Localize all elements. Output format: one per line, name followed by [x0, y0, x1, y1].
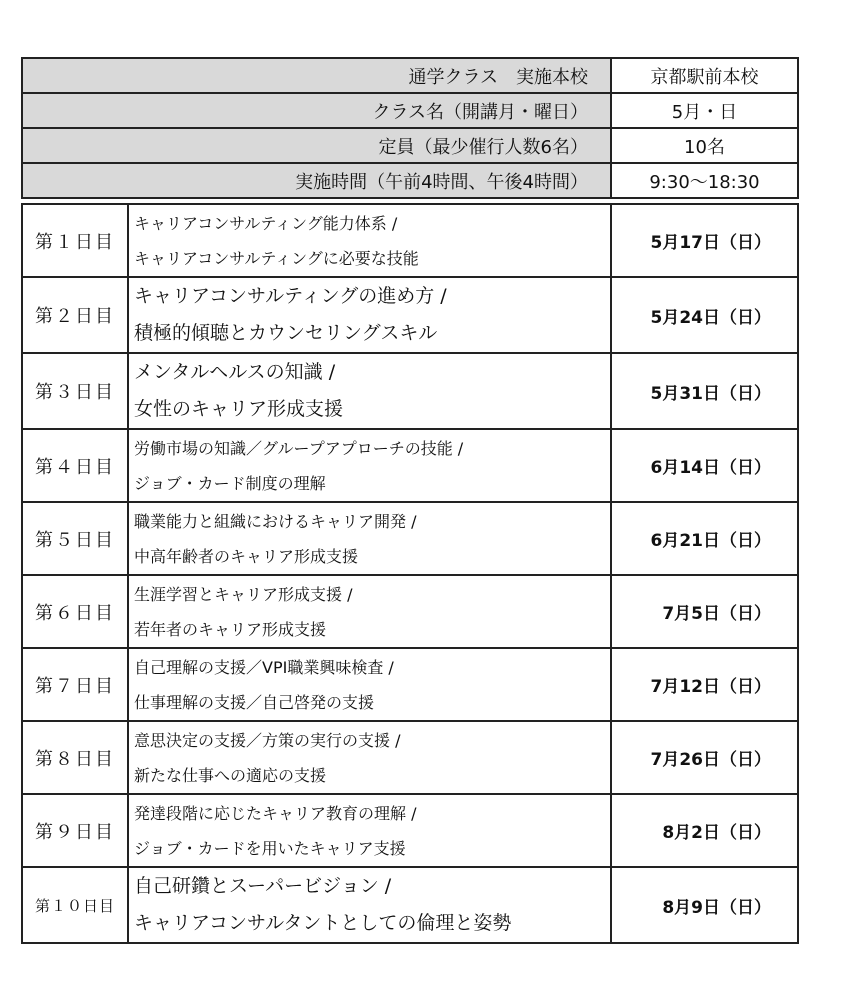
table-row — [22, 648, 798, 721]
header-label: 実施時間（午前4時間、午後4時間） — [22, 163, 611, 198]
topic-line: キャリアコンサルタントとしての倫理と姿勢 — [134, 912, 512, 934]
day-number: 第８日目 — [22, 721, 128, 794]
header-value: 10名 — [611, 128, 798, 163]
table-row — [22, 794, 798, 867]
session-date: 7月5日（日） — [611, 575, 798, 648]
topic-line: キャリアコンサルティングに必要な技能 — [134, 248, 419, 268]
topic-cell — [128, 429, 611, 502]
schedule-sheet — [21, 57, 797, 944]
topic-line: 生涯学習とキャリア形成支援 / — [134, 584, 353, 604]
topic-cell — [128, 648, 611, 721]
topic-line: メンタルヘルスの知識 / — [134, 361, 336, 383]
topic-line: キャリアコンサルティング能力体系 / — [134, 213, 398, 233]
session-date: 8月9日（日） — [611, 867, 798, 943]
day-number: 第５日目 — [22, 502, 128, 575]
day-number: 第９日目 — [22, 794, 128, 867]
topic-cell — [128, 204, 611, 277]
topic-line: 意思決定の支援／方策の実行の支援 / — [134, 730, 401, 750]
session-date: 5月24日（日） — [611, 277, 798, 353]
table-row — [22, 353, 798, 429]
topic-line: 職業能力と組織におけるキャリア開発 / — [134, 511, 417, 531]
topic-line: 自己研鑽とスーパービジョン / — [134, 875, 392, 897]
header-row-class — [22, 93, 798, 128]
session-date: 7月26日（日） — [611, 721, 798, 794]
topic-line: ジョブ・カードを用いたキャリア支援 — [134, 838, 406, 858]
table-row — [22, 277, 798, 353]
table-row — [22, 721, 798, 794]
header-value: 9:30～18:30 — [611, 163, 798, 198]
topic-line: キャリアコンサルティングの進め方 / — [134, 285, 447, 307]
table-row — [22, 204, 798, 277]
topic-cell — [128, 794, 611, 867]
table-row — [22, 502, 798, 575]
header-label: 定員（最少催行人数6名） — [22, 128, 611, 163]
schedule-table — [21, 57, 799, 944]
day-number: 第３日目 — [22, 353, 128, 429]
topic-cell — [128, 867, 611, 943]
session-date: 5月17日（日） — [611, 204, 798, 277]
topic-line: 新たな仕事への適応の支援 — [134, 765, 327, 785]
header-row-school — [22, 58, 798, 93]
session-date: 6月14日（日） — [611, 429, 798, 502]
topic-line: 女性のキャリア形成支援 — [134, 398, 344, 420]
session-date: 8月2日（日） — [611, 794, 798, 867]
topic-line: 仕事理解の支援／自己啓発の支援 — [134, 692, 375, 712]
day-number: 第６日目 — [22, 575, 128, 648]
header-value: 5月・日 — [611, 93, 798, 128]
table-row — [22, 867, 798, 943]
topic-line: 積極的傾聴とカウンセリングスキル — [134, 322, 438, 344]
topic-cell — [128, 502, 611, 575]
day-number: 第２日目 — [22, 277, 128, 353]
topic-line: 発達段階に応じたキャリア教育の理解 / — [134, 803, 417, 823]
table-row — [22, 575, 798, 648]
topic-line: ジョブ・カード制度の理解 — [134, 473, 326, 493]
header-label: 通学クラス 実施本校 — [22, 58, 611, 93]
day-number: 第１０日目 — [22, 867, 128, 943]
header-value: 京都駅前本校 — [611, 58, 798, 93]
topic-cell — [128, 575, 611, 648]
table-row — [22, 429, 798, 502]
header-row-time — [22, 163, 798, 198]
topic-line: 中高年齢者のキャリア形成支援 — [134, 546, 359, 566]
day-number: 第１日目 — [22, 204, 128, 277]
topic-line: 労働市場の知識／グループアプローチの技能 / — [134, 438, 464, 458]
header-label: クラス名（開講月・曜日） — [22, 93, 611, 128]
topic-cell — [128, 353, 611, 429]
header-row-capacity — [22, 128, 798, 163]
session-date: 5月31日（日） — [611, 353, 798, 429]
session-date: 7月12日（日） — [611, 648, 798, 721]
topic-line: 若年者のキャリア形成支援 — [134, 619, 327, 639]
topic-cell — [128, 277, 611, 353]
topic-line: 自己理解の支援／VPI職業興味検査 / — [134, 657, 394, 677]
topic-cell — [128, 721, 611, 794]
session-date: 6月21日（日） — [611, 502, 798, 575]
day-number: 第７日目 — [22, 648, 128, 721]
day-number: 第４日目 — [22, 429, 128, 502]
